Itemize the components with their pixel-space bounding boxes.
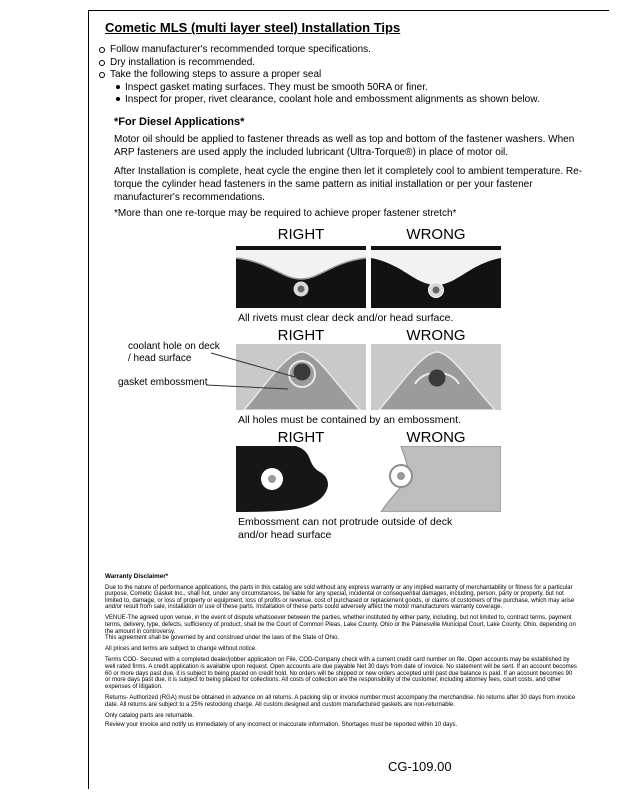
tips-list	[99, 44, 540, 107]
rivet-clearance-right-image	[236, 246, 366, 308]
diagram-row2-headers	[236, 327, 501, 344]
callout-lines-icon	[190, 344, 305, 394]
list-item	[99, 69, 540, 81]
warranty-disclaimer-heading: Warranty Disclaimer*	[105, 573, 169, 580]
disclaimer-paragraph: Only catalog parts are returnable.	[105, 712, 195, 719]
list-item	[99, 44, 540, 56]
diagram-row3-headers	[236, 429, 501, 446]
disclaimer-paragraph: VENUE-The agreed upon venue, in the event of dispute whatsoever between the parties, whether instituted by either party, including, but not limited to, contract terms, payment terms, delivery, type, defects, sufficiency of product, shall be the Court of Common Pleas, Lake County, Ohio or the Painesville Municipal Court, Lake County, Ohio, depending on the amount in controversy.	[105, 615, 576, 635]
page-title: Cometic MLS (multi layer steel) Installation Tips	[105, 20, 401, 35]
diagram-row1-headers	[236, 226, 501, 243]
right-label: RIGHT	[277, 226, 325, 243]
row1-caption: All rivets must clear deck and/or head surface.	[238, 312, 454, 324]
row3-caption: Embossment can not protrude outside of deck and/or head surface	[238, 516, 453, 541]
wrong-label: WRONG	[406, 429, 466, 446]
protrusion-right-icon	[236, 446, 366, 512]
wrong-label: WRONG	[406, 226, 466, 243]
list-item	[99, 82, 540, 94]
protrusion-wrong-image	[371, 446, 501, 512]
right-label: RIGHT	[277, 429, 325, 446]
list-item	[99, 57, 540, 69]
circle-bullet-icon	[99, 72, 105, 78]
disclaimer-paragraph: This agreement shall be governed by and construed under the laws of the State of Ohio.	[105, 635, 340, 642]
tip-text: Follow manufacturer's recommended torque specifications.	[110, 44, 371, 55]
embossment-contained-wrong-image	[371, 344, 501, 410]
embossment-wrong-icon	[371, 344, 501, 410]
diesel-applications-heading: *For Diesel Applications*	[114, 116, 245, 128]
dot-bullet-icon	[116, 85, 120, 89]
rivet-clearance-wrong-image	[371, 246, 501, 308]
disclaimer-paragraph: Review your invoice and notify us immediately of any incorrect or inaccurate information. Shortages must be reported within 10 days.	[105, 721, 458, 728]
diesel-paragraph-1: Motor oil should be applied to fastener threads as well as top and bottom of the fastener washers. When ARP fasteners are used apply the included lubricant (Ultra-Torque®) in place of motor oil.	[114, 134, 575, 158]
tip-text: Dry installation is recommended.	[110, 56, 256, 68]
circle-bullet-icon	[99, 60, 105, 66]
rivet-right-icon	[236, 246, 366, 308]
disclaimer-paragraph: Due to the nature of performance applications, the parts in this catalog are sold without any express warranty or any implied warranty of merchantability or fitness for a particular purpose. Cometic Gasket Inc., shall not, under any circumstances, be liable for any special, incidental or consequential damages, including, person, party or property, but not limited to, damage, or loss of property or equipment, loss of profits or revenue, cost of purchased or replacement goods, or claims of customers of the purchase, which may arise and/or result from sale, installation or use of these parts. Installation of these parts could adversely affect the motor manufacturers warranty coverage.	[105, 584, 575, 611]
wrong-label: WRONG	[406, 327, 466, 344]
protrusion-right-image	[236, 446, 366, 512]
page-number: CG-109.00	[388, 759, 452, 774]
disclaimer-paragraph: Terms COD- Secured with a completed dealer/jobber application on File, COD-Company check with a current credit card number on file. Open accounts may be established by well rated firms. A credit application is available upon request. Open accounts are due payable Net 30 days from date of invoice. No statement will be sent. If an account becomes 60 or more days past due, it is subject to being placed on credit hold. No orders will be shipped or new orders accepted until past due balance is paid. If an account becomes 90 or more days past due, it is subject to being placed for collections. All costs of collection are the responsibility of the customer, including attorney fees, court costs, and other expenses of litigation.	[105, 657, 577, 690]
disclaimer-paragraph: All prices and terms are subject to change without notice.	[105, 646, 257, 653]
tip-text: Inspect gasket mating surfaces. They must be smooth 50RA or finer.	[125, 81, 428, 93]
warranty-disclaimer	[105, 574, 579, 733]
list-item	[99, 94, 540, 106]
tip-text: Inspect for proper, rivet clearance, coolant hole and embossment alignments as shown below.	[125, 94, 540, 105]
diesel-paragraph-2: After Installation is complete, heat cycle the engine then let it completely cool to ambient temperature. Re-torque the cylinder head fasteners in the same pattern as initial installation or per your fastener manufacturer's recommendations.	[114, 166, 583, 203]
circle-bullet-icon	[99, 47, 105, 53]
right-label: RIGHT	[277, 327, 325, 344]
gasket-embossment-callout: gasket embossment	[118, 377, 208, 388]
row2-caption: All holes must be contained by an embossment.	[238, 414, 461, 426]
rivet-wrong-icon	[371, 246, 501, 308]
retorque-note: *More than one re-torque may be required to achieve proper fastener stretch*	[114, 208, 457, 219]
dot-bullet-icon	[116, 97, 120, 101]
coolant-hole-callout: coolant hole on deck / head surface	[128, 341, 220, 364]
disclaimer-paragraph: Returns- Authorized (RGA) must be obtained in advance on all returns. A packing slip or invoice number must accompany the merchandise. No returns after 30 days from invoice date. All returns are subject to a 25% restocking charge. All custom designed and custom manufactured gaskets are non-returnable.	[105, 694, 576, 708]
protrusion-wrong-icon	[371, 446, 501, 512]
tip-text: Take the following steps to assure a proper seal	[110, 69, 322, 80]
